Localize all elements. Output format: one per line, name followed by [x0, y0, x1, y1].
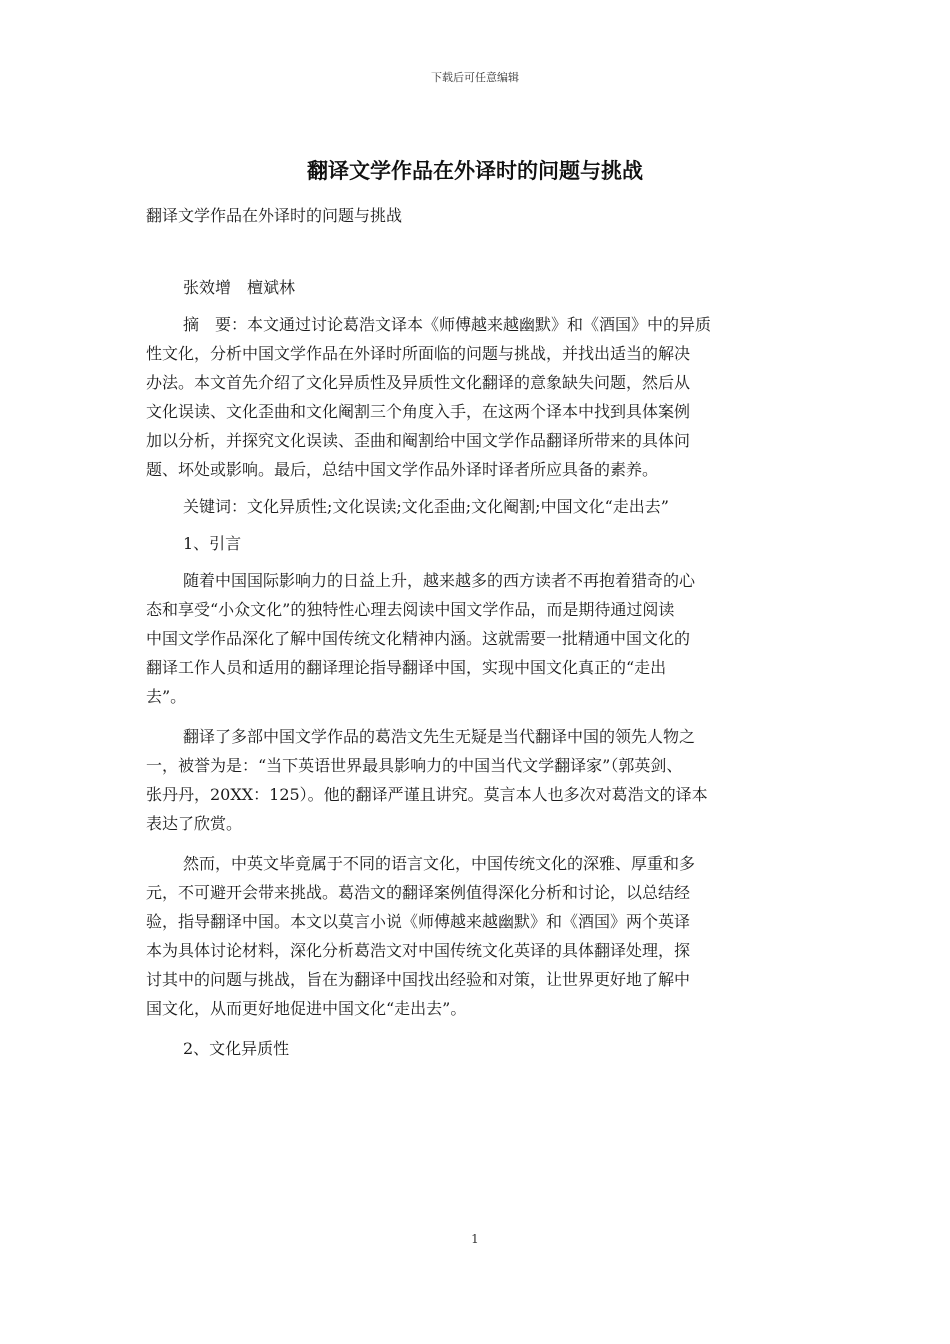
- abstract-line: 加以分析，并探究文化误读、歪曲和阉割给中国文学作品翻译所带来的具体问: [146, 431, 691, 450]
- page-number: 1: [471, 1232, 479, 1246]
- abstract-line: 题、坏处或影响。最后，总结中国文学作品外译时译者所应具备的素养。: [146, 460, 659, 479]
- document-title: 翻译文学作品在外译时的问题与挑战: [307, 158, 643, 183]
- paragraph-line: 一，被誉为是：“当下英语世界最具影响力的中国当代文学翻译家”（郭英剑、: [146, 756, 683, 775]
- document-body: [146, 273, 806, 1063]
- authors-line: 张效增 檀斌林: [183, 278, 296, 297]
- paragraph-line: 验，指导翻译中国。本文以莫言小说《师傅越来越幽默》和《酒国》两个英译: [146, 912, 691, 931]
- body-paragraph: [146, 566, 806, 711]
- paragraph-line: 去”。: [146, 687, 187, 706]
- section-heading-introduction: 1、引言: [183, 534, 242, 553]
- paragraph-line: 翻译了多部中国文学作品的葛浩文先生无疑是当代翻译中国的领先人物之: [183, 727, 696, 746]
- paragraph-line: 随着中国国际影响力的日益上升，越来越多的西方读者不再抱着猎奇的心: [183, 571, 696, 590]
- page-header-note: 下载后可任意编辑: [431, 71, 519, 84]
- paragraph-line: 然而，中英文毕竟属于不同的语言文化，中国传统文化的深雅、厚重和多: [183, 854, 696, 873]
- document-subtitle: 翻译文学作品在外译时的问题与挑战: [146, 206, 403, 225]
- paragraph-line: 讨其中的问题与挑战，旨在为翻译中国找出经验和对策，让世界更好地了解中: [146, 970, 691, 989]
- abstract-line: 文化误读、文化歪曲和文化阉割三个角度入手，在这两个译本中找到具体案例: [146, 402, 691, 421]
- paragraph-line: 翻译工作人员和适用的翻译理论指导翻译中国，实现中国文化真正的“走出: [146, 658, 667, 677]
- keywords-line: 关键词：文化异质性;文化误读;文化歪曲;文化阉割;中国文化“走出去”: [183, 497, 669, 516]
- paragraph-line: 中国文学作品深化了解中国传统文化精神内涵。这就需要一批精通中国文化的: [146, 629, 691, 648]
- body-paragraph: [146, 849, 806, 1023]
- paragraph-line: 态和享受“小众文化”的独特性心理去阅读中国文学作品，而是期待通过阅读: [146, 600, 675, 619]
- abstract-paragraph: [146, 310, 806, 484]
- abstract-line: 性文化，分析中国文学作品在外译时所面临的问题与挑战，并找出适当的解决: [146, 344, 691, 363]
- paragraph-line: 国文化，从而更好地促进中国文化“走出去”。: [146, 999, 467, 1018]
- abstract-line: 摘 要：本文通过讨论葛浩文译本《师傅越来越幽默》和《酒国》中的异质: [183, 315, 712, 334]
- paragraph-line: 元，不可避开会带来挑战。葛浩文的翻译案例值得深化分析和讨论，以总结经: [146, 883, 691, 902]
- paragraph-line: 本为具体讨论材料，深化分析葛浩文对中国传统文化英译的具体翻译处理，探: [146, 941, 691, 960]
- section-heading-cultural-heterogeneity: 2、文化异质性: [183, 1039, 290, 1058]
- paragraph-line: 表达了欣赏。: [146, 814, 243, 833]
- abstract-line: 办法。本文首先介绍了文化异质性及异质性文化翻译的意象缺失问题，然后从: [146, 373, 691, 392]
- body-paragraph: [146, 722, 806, 838]
- paragraph-line: 张丹丹，20XX：125）。他的翻译严谨且讲究。莫言本人也多次对葛浩文的译本: [146, 785, 708, 804]
